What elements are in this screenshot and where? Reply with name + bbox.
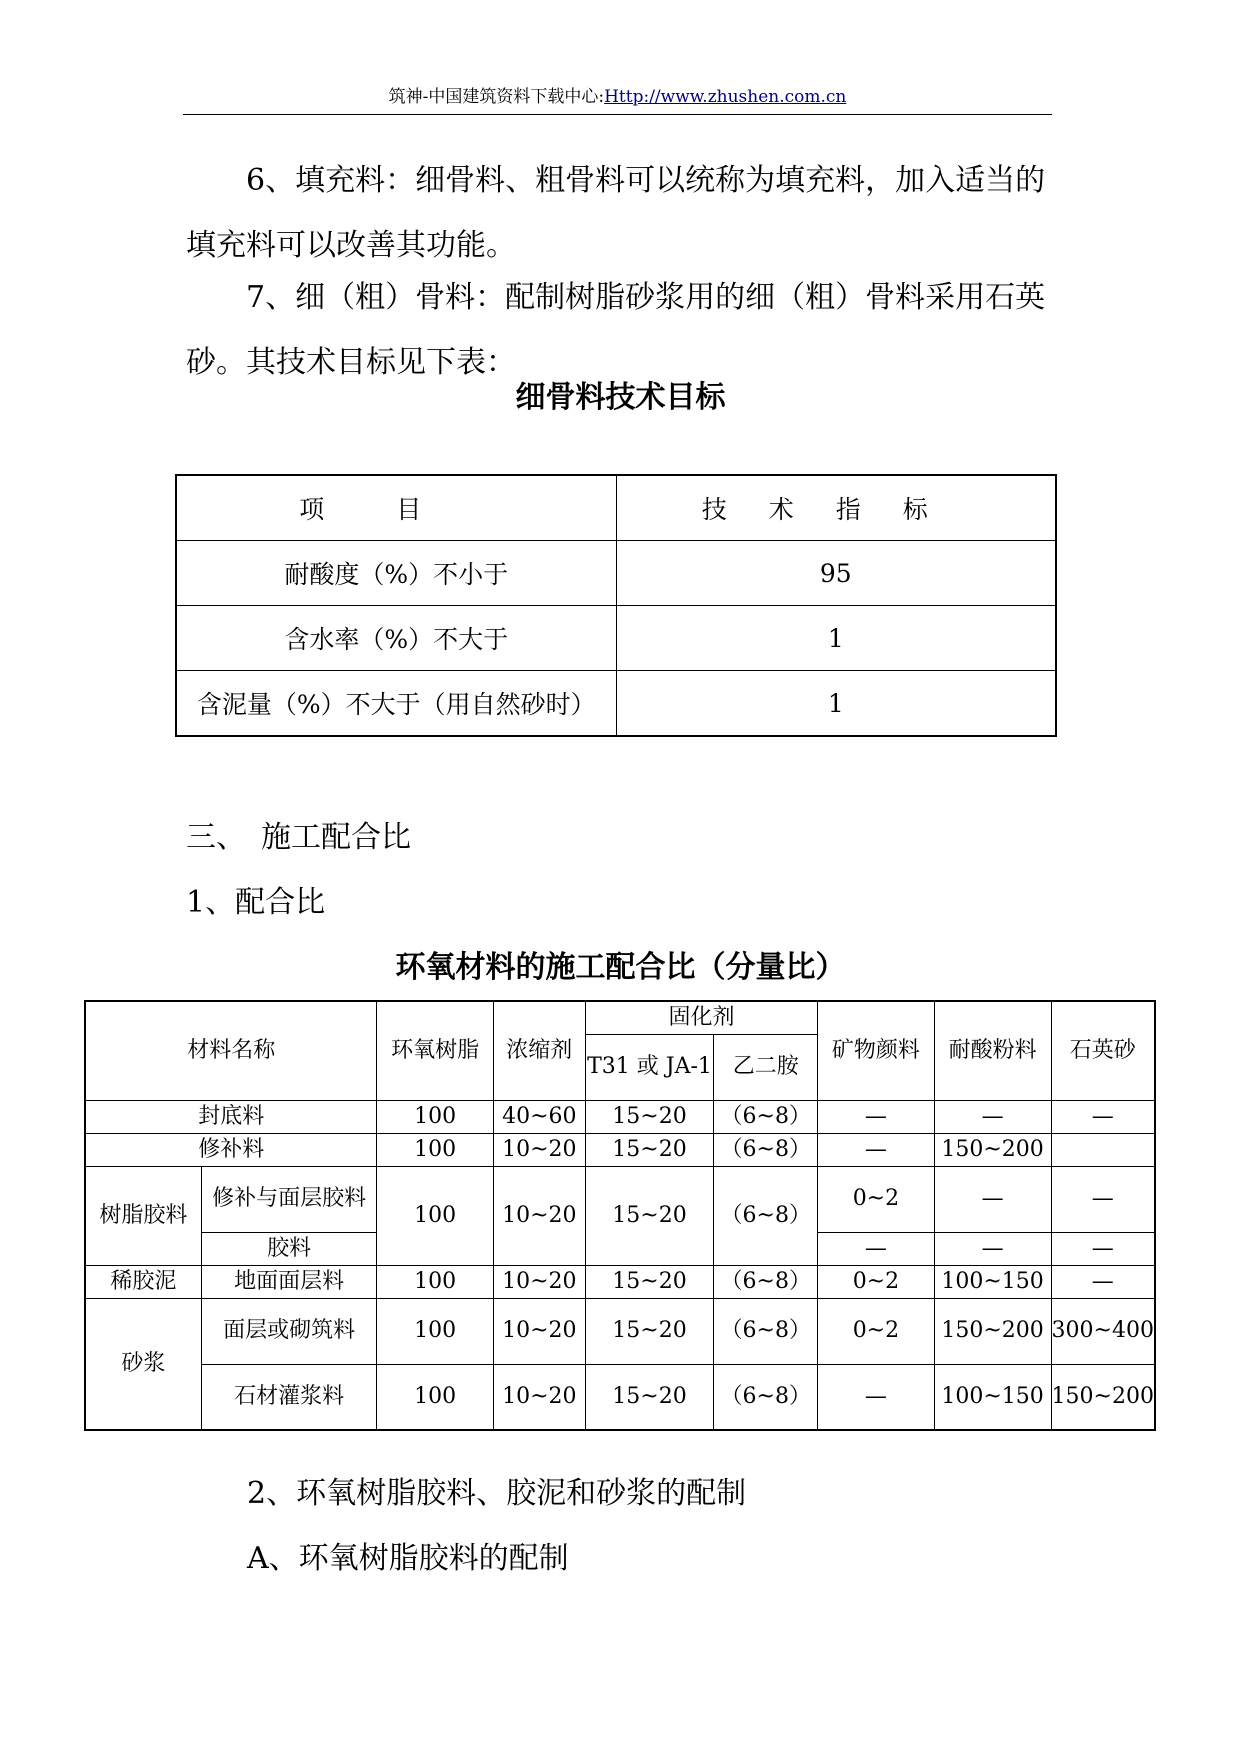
section-heading: 三、 施工配合比 xyxy=(186,820,411,855)
table-cell: （6~8） xyxy=(714,1298,818,1364)
table-cell: 15~20 xyxy=(585,1298,714,1364)
table-cell: 含泥量（%）不大于（用自然砂时） xyxy=(176,671,616,737)
table-header-row xyxy=(85,1001,1155,1034)
table-row xyxy=(85,1265,1155,1298)
table-row xyxy=(85,1298,1155,1364)
table-cell: 封底料 xyxy=(85,1100,377,1133)
table-cell: 0~2 xyxy=(818,1298,934,1364)
table-cell: 100 xyxy=(377,1265,493,1298)
table-cell: — xyxy=(934,1166,1051,1232)
table-cell: 10~20 xyxy=(493,1298,585,1364)
table-cell: 1 xyxy=(616,671,1056,737)
header-cell-epoxy: 环氧树脂 xyxy=(377,1001,493,1100)
table-cell: — xyxy=(818,1100,934,1133)
header-cell-t31: T31 或 JA-1 xyxy=(585,1034,714,1100)
header-divider xyxy=(183,114,1052,115)
table-cell: 10~20 xyxy=(493,1364,585,1430)
header-cell-material: 材料名称 xyxy=(85,1001,377,1100)
header-cell-curing: 固化剂 xyxy=(585,1001,817,1034)
table-cell: 耐酸度（%）不小于 xyxy=(176,541,616,606)
table-cell: 100 xyxy=(377,1100,493,1133)
table-cell: 300~400 xyxy=(1051,1298,1155,1364)
table-cell: （6~8） xyxy=(714,1133,818,1166)
table-cell: 15~20 xyxy=(585,1100,714,1133)
table-cell: （6~8） xyxy=(714,1166,818,1265)
table-header-row xyxy=(176,475,1056,541)
table-cell: — xyxy=(1051,1166,1155,1232)
table-cell: 150~200 xyxy=(1051,1364,1155,1430)
table-cell: 15~20 xyxy=(585,1133,714,1166)
table-group-cell: 砂浆 xyxy=(85,1298,201,1430)
header-cell-acid-powder: 耐酸粉料 xyxy=(934,1001,1051,1100)
table-cell: 150~200 xyxy=(934,1133,1051,1166)
table-cell: 100~150 xyxy=(934,1364,1051,1430)
header-site-name: 筑神-中国建筑资料下载中心: xyxy=(388,87,605,107)
table-cell: 10~20 xyxy=(493,1265,585,1298)
table-cell: 15~20 xyxy=(585,1364,714,1430)
table-cell: 10~20 xyxy=(493,1166,585,1265)
table-cell: 0~2 xyxy=(818,1265,934,1298)
table-row xyxy=(176,606,1056,671)
table-cell: 100 xyxy=(377,1166,493,1265)
table-cell: 100 xyxy=(377,1364,493,1430)
table-cell: 100~150 xyxy=(934,1265,1051,1298)
table-cell: — xyxy=(1051,1100,1155,1133)
header-cell-quartz: 石英砂 xyxy=(1051,1001,1155,1100)
mix-ratio-table xyxy=(84,1000,1156,1431)
table-cell: （6~8） xyxy=(714,1364,818,1430)
table-cell: 15~20 xyxy=(585,1166,714,1265)
table-cell: （6~8） xyxy=(714,1265,818,1298)
table-cell: 100 xyxy=(377,1298,493,1364)
table-cell: — xyxy=(934,1100,1051,1133)
table-cell: 石材灌浆料 xyxy=(201,1364,377,1430)
table-cell: 100 xyxy=(377,1133,493,1166)
table-row xyxy=(85,1364,1155,1430)
table-cell: 15~20 xyxy=(585,1265,714,1298)
table-group-cell: 树脂胶料 xyxy=(85,1166,201,1265)
table-row xyxy=(85,1100,1155,1133)
subsection-heading: A、环氧树脂胶料的配制 xyxy=(247,1541,569,1576)
table-cell: 10~20 xyxy=(493,1133,585,1166)
header-cell-eda: 乙二胺 xyxy=(714,1034,818,1100)
subsection-heading: 1、配合比 xyxy=(186,885,326,920)
subsection-heading: 2、环氧树脂胶料、胶泥和砂浆的配制 xyxy=(247,1476,747,1511)
paragraph-aggregate: 7、细（粗）骨料：配制树脂砂浆用的细（粗）骨料采用石英砂。其技术目标见下表： xyxy=(186,280,1046,380)
table-cell: 95 xyxy=(616,541,1056,606)
table-cell: 40~60 xyxy=(493,1100,585,1133)
header-cell-thinner: 浓缩剂 xyxy=(493,1001,585,1100)
table-cell: 1 xyxy=(616,606,1056,671)
table-cell: — xyxy=(1051,1232,1155,1265)
table-cell: 面层或砌筑料 xyxy=(201,1298,377,1364)
table1-title: 细骨料技术目标 xyxy=(515,380,726,415)
table-cell: 0~2 xyxy=(818,1166,934,1232)
table-cell: — xyxy=(818,1364,934,1430)
table-cell: 修补与面层胶料 xyxy=(201,1166,377,1232)
header-cell-item: 项目 xyxy=(176,475,616,541)
header-cell-index: 技术指标 xyxy=(616,475,1056,541)
table-row xyxy=(85,1166,1155,1232)
table-cell: — xyxy=(818,1232,934,1265)
header-link[interactable]: Http://www.zhushen.com.cn xyxy=(604,87,847,107)
page-header xyxy=(183,86,1052,108)
header-cell-pigment: 矿物颜料 xyxy=(818,1001,934,1100)
table-cell: — xyxy=(934,1232,1051,1265)
table-row xyxy=(176,671,1056,737)
table-row xyxy=(85,1133,1155,1166)
table-cell: 胶料 xyxy=(201,1232,377,1265)
table-cell: — xyxy=(818,1133,934,1166)
paragraph-filler: 6、填充料：细骨料、粗骨料可以统称为填充料，加入适当的填充料可以改善其功能。 xyxy=(186,163,1046,263)
table-row xyxy=(176,541,1056,606)
fine-aggregate-table xyxy=(175,474,1057,737)
table-cell: 150~200 xyxy=(934,1298,1051,1364)
table-cell: 地面面层料 xyxy=(201,1265,377,1298)
table-cell xyxy=(1051,1133,1155,1166)
table-cell: 修补料 xyxy=(85,1133,377,1166)
table-cell: — xyxy=(1051,1265,1155,1298)
table-group-cell: 稀胶泥 xyxy=(85,1265,201,1298)
table-cell: 含水率（%）不大于 xyxy=(176,606,616,671)
table2-title: 环氧材料的施工配合比（分量比） xyxy=(395,950,846,985)
table-cell: （6~8） xyxy=(714,1100,818,1133)
